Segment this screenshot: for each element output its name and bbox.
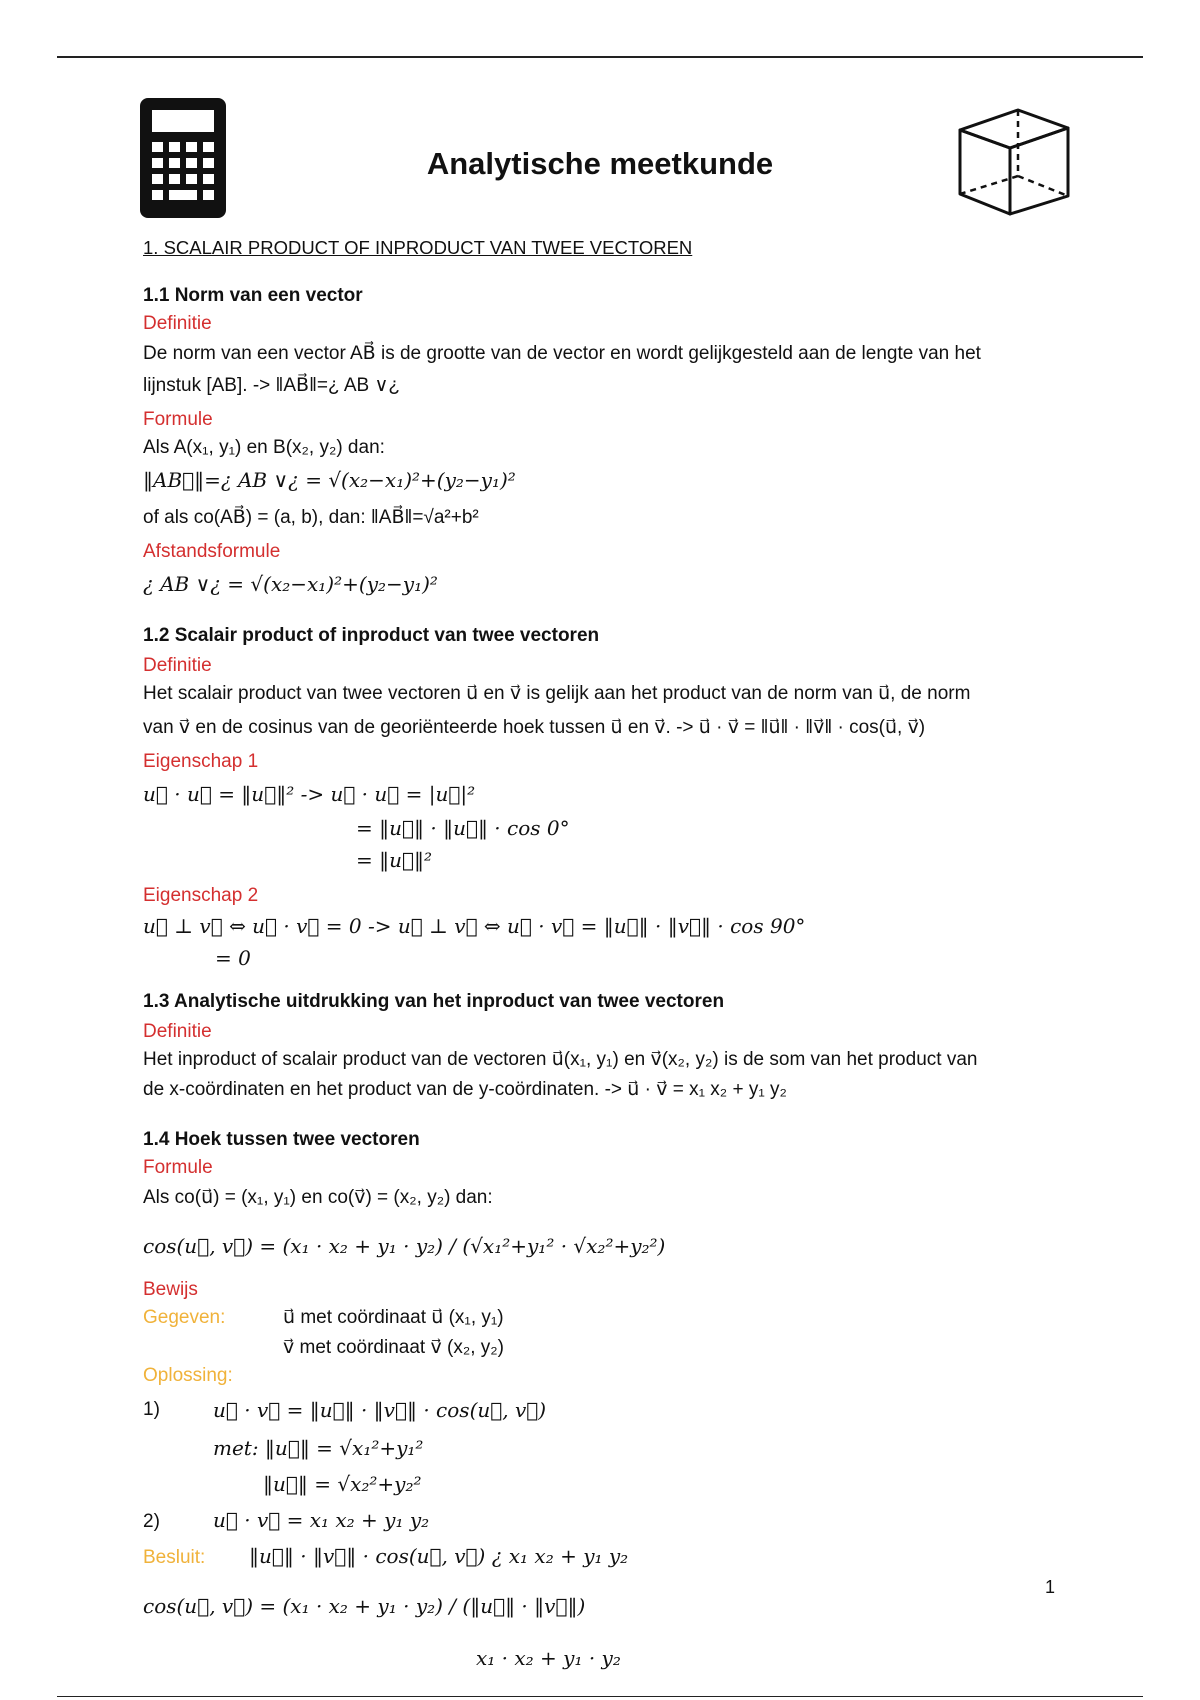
formula: ¿ AB ∨¿ = √(x₂−x₁)²+(y₂−y₁)²	[143, 572, 438, 596]
definition-label: Definitie	[143, 313, 212, 334]
formula: u⃗ · u⃗ = ‖u⃗‖² -> u⃗ · u⃗ = |u⃗|²	[143, 782, 476, 806]
formula: u⃗ · v⃗ = x₁ x₂ + y₁ y₂	[213, 1508, 430, 1532]
formula: = ‖u⃗‖²	[356, 848, 433, 872]
formula: ‖u⃗‖ = √x₂²+y₂²	[263, 1472, 422, 1496]
body-text: Het scalair product van twee vectoren u⃗ en v⃗ is gelijk aan het product van de norm van u⃗, de norm	[143, 683, 971, 704]
body-text: Als A(x₁, y₁) en B(x₂, y₂) dan:	[143, 437, 385, 458]
body-text: u⃗ met coördinaat u⃗ (x₁, y₁)	[283, 1307, 504, 1328]
solution-label: Oplossing:	[143, 1365, 233, 1386]
body-text: Als co(u⃗) = (x₁, y₁) en co(v⃗) = (x₂, y₂) dan:	[143, 1187, 493, 1208]
conclusion-label: Besluit:	[143, 1547, 206, 1568]
formula: cos(u⃗, v⃗) = (x₁ · x₂ + y₁ · y₂) / (√x₁²+y₁² · √x₂²+y₂²)	[143, 1234, 666, 1258]
formula: met: ‖u⃗‖ = √x₁²+y₁²	[213, 1436, 424, 1460]
cube-icon	[956, 104, 1072, 218]
subsection-heading: 1.3 Analytische uitdrukking van het inproduct van twee vectoren	[143, 991, 725, 1012]
step-number: 1)	[143, 1399, 160, 1420]
body-text: van v⃗ en de cosinus van de georiënteerde hoek tussen u⃗ en v⃗. -> u⃗ · v⃗ = ‖u⃗‖ · ‖v⃗‖ · cos(u⃗, v⃗)	[143, 717, 926, 738]
body-text: v⃗ met coördinaat v⃗ (x₂, y₂)	[283, 1337, 504, 1358]
body-text: lijnstuk [AB]. -> ‖AB⃗‖=¿ AB ∨¿	[143, 375, 400, 396]
body-text: de x-coördinaten en het product van de y-coördinaten. -> u⃗ · v⃗ = x₁ x₂ + y₁ y₂	[143, 1079, 787, 1100]
given-label: Gegeven:	[143, 1307, 226, 1328]
subsection-heading: 1.2 Scalair product of inproduct van twee vectoren	[143, 625, 600, 646]
property-label: Eigenschap 1	[143, 751, 259, 772]
formula: ‖AB⃗‖=¿ AB ∨¿ = √(x₂−x₁)²+(y₂−y₁)²	[143, 468, 516, 492]
page-title: Analytische meetkunde	[426, 146, 774, 181]
section-heading: 1. SCALAIR PRODUCT OF INPRODUCT VAN TWEE VECTOREN	[143, 237, 693, 258]
subsection-heading: 1.1 Norm van een vector	[143, 285, 363, 306]
top-rule	[57, 56, 1143, 58]
body-text: of als co(AB⃗) = (a, b), dan: ‖AB⃗‖=√a²+b²	[143, 507, 479, 528]
body-text: Het inproduct of scalair product van de vectoren u⃗(x₁, y₁) en v⃗(x₂, y₂) is de som van het product van	[143, 1049, 978, 1070]
body-text: De norm van een vector AB⃗ is de grootte van de vector en wordt gelijkgesteld aan de lengte van het	[143, 343, 981, 364]
subsection-heading: 1.4 Hoek tussen twee vectoren	[143, 1129, 420, 1150]
formula-label: Formule	[143, 1157, 213, 1178]
formula-label: Formule	[143, 409, 213, 430]
formula: x₁ · x₂ + y₁ · y₂	[476, 1646, 621, 1670]
formula: ‖u⃗‖ · ‖v⃗‖ · cos(u⃗, v⃗) ¿ x₁ x₂ + y₁ y₂	[249, 1544, 629, 1568]
property-label: Eigenschap 2	[143, 885, 259, 906]
formula: u⃗ ⊥ v⃗ ⇔ u⃗ · v⃗ = 0 -> u⃗ ⊥ v⃗ ⇔ u⃗ · v⃗ = ‖u⃗‖ · ‖v⃗‖ · cos 90°	[143, 914, 806, 938]
formula: = ‖u⃗‖ · ‖u⃗‖ · cos 0°	[356, 816, 570, 840]
page-number: 1	[1045, 1577, 1056, 1597]
step-number: 2)	[143, 1511, 160, 1532]
definition-label: Definitie	[143, 1021, 212, 1042]
bottom-rule	[57, 1696, 1143, 1697]
proof-label: Bewijs	[143, 1279, 198, 1300]
formula: = 0	[215, 946, 251, 970]
formula: cos(u⃗, v⃗) = (x₁ · x₂ + y₁ · y₂) / (‖u⃗‖ · ‖v⃗‖)	[143, 1594, 586, 1618]
distance-formula-label: Afstandsformule	[143, 541, 281, 562]
definition-label: Definitie	[143, 655, 212, 676]
formula: u⃗ · v⃗ = ‖u⃗‖ · ‖v⃗‖ · cos(u⃗, v⃗)	[213, 1398, 547, 1422]
